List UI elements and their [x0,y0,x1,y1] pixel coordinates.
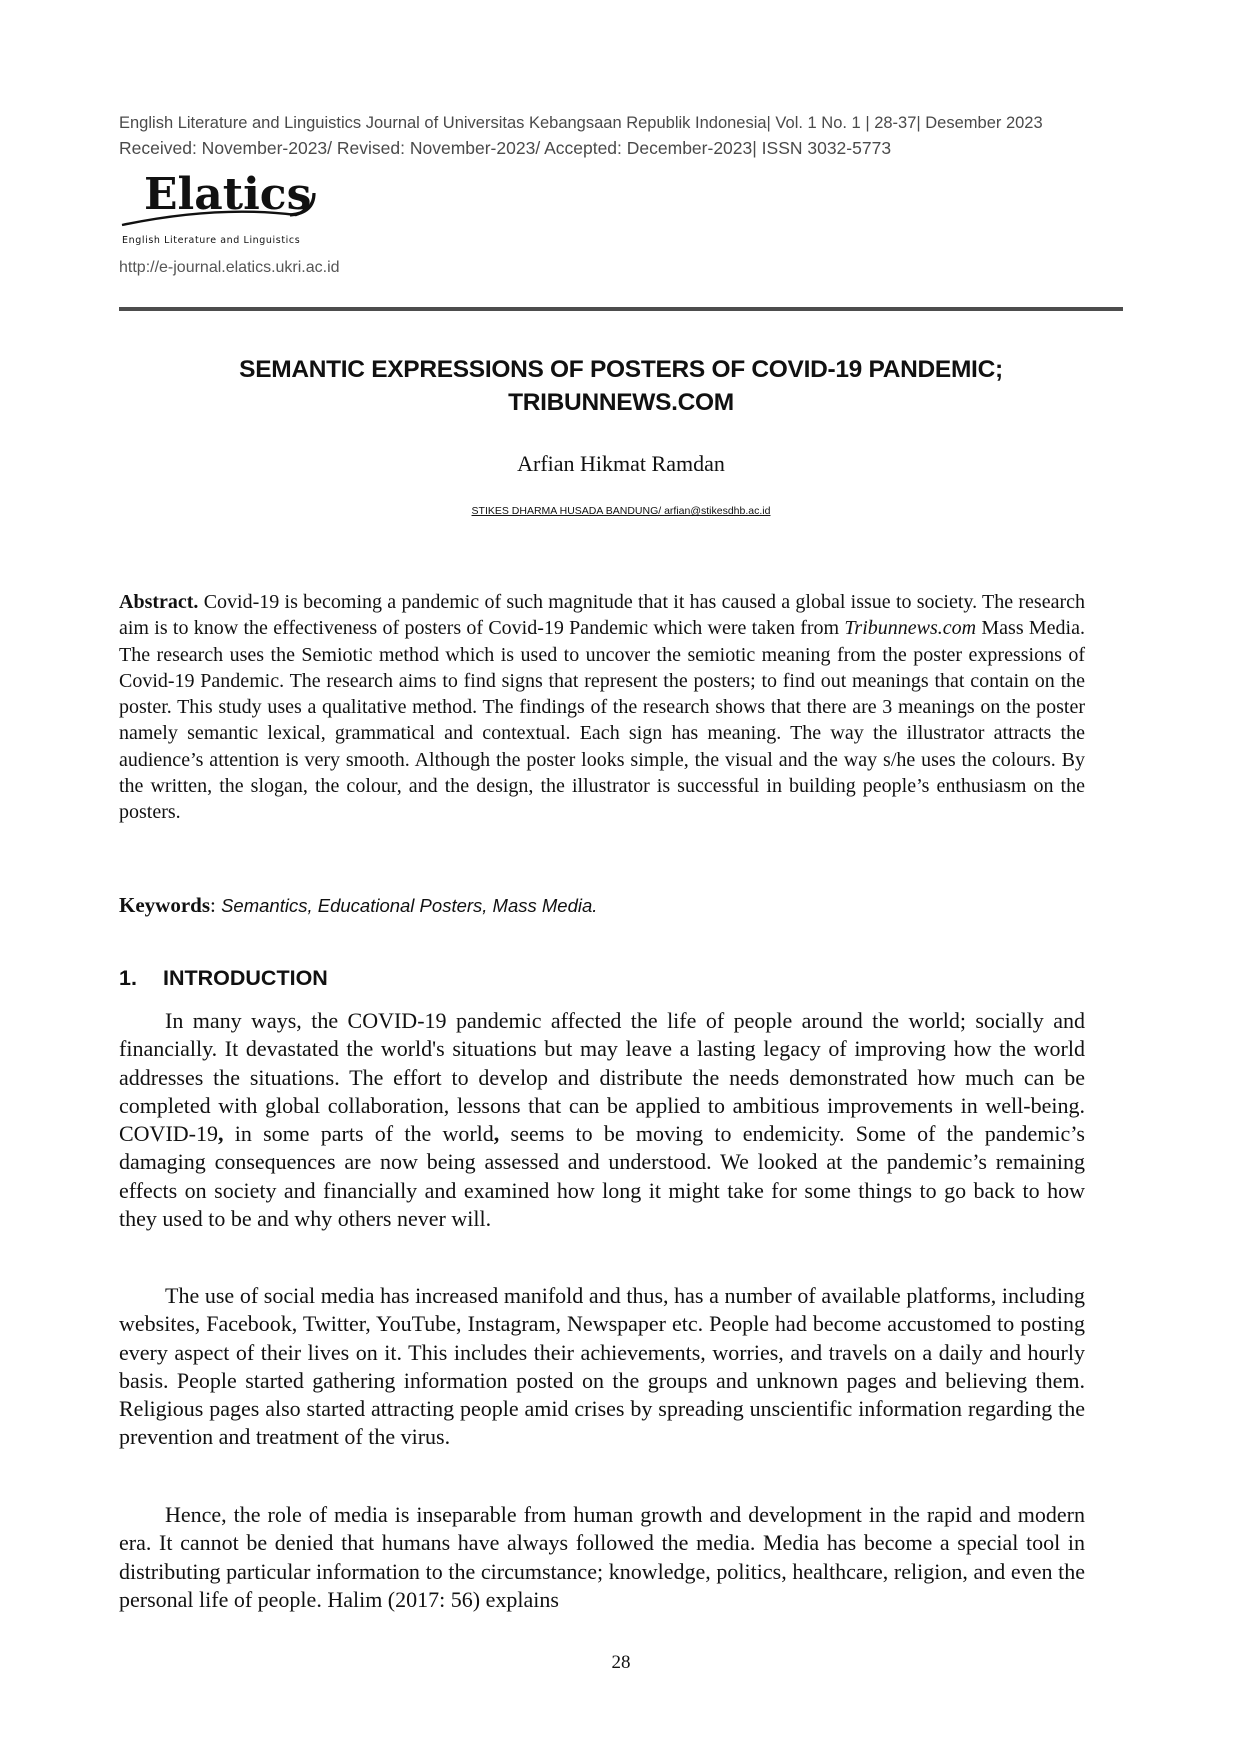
abstract-paragraph [119,589,1085,826]
article-title [119,353,1123,419]
keywords-line [119,893,1085,918]
p1-bold-comma-1: , [218,1121,224,1147]
keywords-values: Semantics, Educational Posters, Mass Media. [221,895,598,916]
intro-paragraph-3: Hence, the role of media is inseparable from human growth and development in the rapid and modern era. It cannot be denied that humans have always followed the media. Media has become a special tool in distributing particular information to the circumstance; knowledge, politics, healthcare, religion, and even the personal life of people. Halim (2017: 56) explains [119,1502,1085,1612]
keywords-label: Keywords [119,893,210,917]
section-number: 1. [119,966,137,990]
abstract-text-part-1: Covid-19 is becoming a pandemic of such magnitude that it has caused a global issue to society. The research aim is to know the effectiveness of posters of Covid-19 Pandemic which were taken from [119,591,1085,640]
p1-text-c: seems to be moving to endemicity. Some of the pandemic’s damaging consequences are now being assessed and understood. We looked at the pandemic’s remaining effects on society and financially and examined how long it might take for some things to go back to how they used to be and why others never will. [119,1121,1085,1232]
intro-paragraph-1 [119,1007,1085,1233]
journal-url[interactable]: http://e-journal.elatics.ukri.ac.id [119,259,340,276]
article-title-line-1: SEMANTIC EXPRESSIONS OF POSTERS OF COVID-19 PANDEMIC; [239,356,1003,383]
logo-wordmark: Elatics [144,169,312,220]
page-number: 28 [611,1652,631,1673]
author-name: Arfian Hikmat Ramdan [517,451,725,476]
p1-bold-comma-2: , [493,1121,500,1147]
header-divider [119,307,1123,311]
section-heading [119,966,328,991]
logo-tagline: English Literature and Linguistics [122,235,301,246]
abstract-source-name: Tribunnews.com [844,617,977,640]
journal-info-line: English Literature and Linguistics Journal of Universitas Kebangsaan Republik Indonesia| Vol. 1 No. 1 | 28-37| Desember 2023 [119,114,1043,132]
author-affiliation [119,505,1123,517]
intro-paragraph-2: The use of social media has increased manifold and thus, has a number of available platforms, including websites, Facebook, Twitter, YouTube, Instagram, Newspaper etc. People had become accustomed to posting every aspect of their lives on it. This includes their achievements, worries, and travels on a daily and hourly basis. People started gathering information posted on the groups and unknown pages and believing them. Religious pages also started attracting people amid crises by spreading unscientific information regarding the prevention and treatment of the virus. [119,1283,1085,1450]
elatics-logo [118,163,350,249]
p1-text-b: in some parts of the world [223,1121,494,1147]
article-title-line-2: TRIBUNNEWS.COM [508,389,734,416]
submission-dates-line: Received: November-2023/ Revised: November-2023/ Accepted: December-2023| ISSN 3032-5773 [119,138,892,158]
keywords-separator: : [210,893,222,917]
affiliation-email-link[interactable]: STIKES DHARMA HUSADA BANDUNG/ arfian@stikesdhb.ac.id [471,505,771,517]
abstract-text-part-2: Mass Media. The research uses the Semiotic method which is used to uncover the semiotic meaning from the poster expressions of Covid-19 Pandemic. The research aims to find signs that represent the posters; to find out meanings that contain on the poster. This study uses a qualitative method. The findings of the research shows that there are 3 meanings on the poster namely semantic lexical, grammatical and contextual. Each sign has meaning. The way the illustrator attracts the audience’s attention is very smooth. Although the poster looks simple, the visual and the way s/he uses the colours. By the written, the slogan, the colour, and the design, the illustrator is successful in building people’s enthusiasm on the posters. [119,617,1085,824]
p1-text-a: In many ways, the COVID-19 pandemic affected the life of people around the world; socially and financially. It devastated the world's situations but may leave a lasting legacy of improving how the world addresses the situations. The effort to develop and distribute the needs demonstrated how much can be completed with global collaboration, lessons that can be applied to ambitious improvements in well-being. COVID-19 [119,1008,1085,1147]
section-title: INTRODUCTION [163,966,328,990]
abstract-label: Abstract. [119,591,199,613]
